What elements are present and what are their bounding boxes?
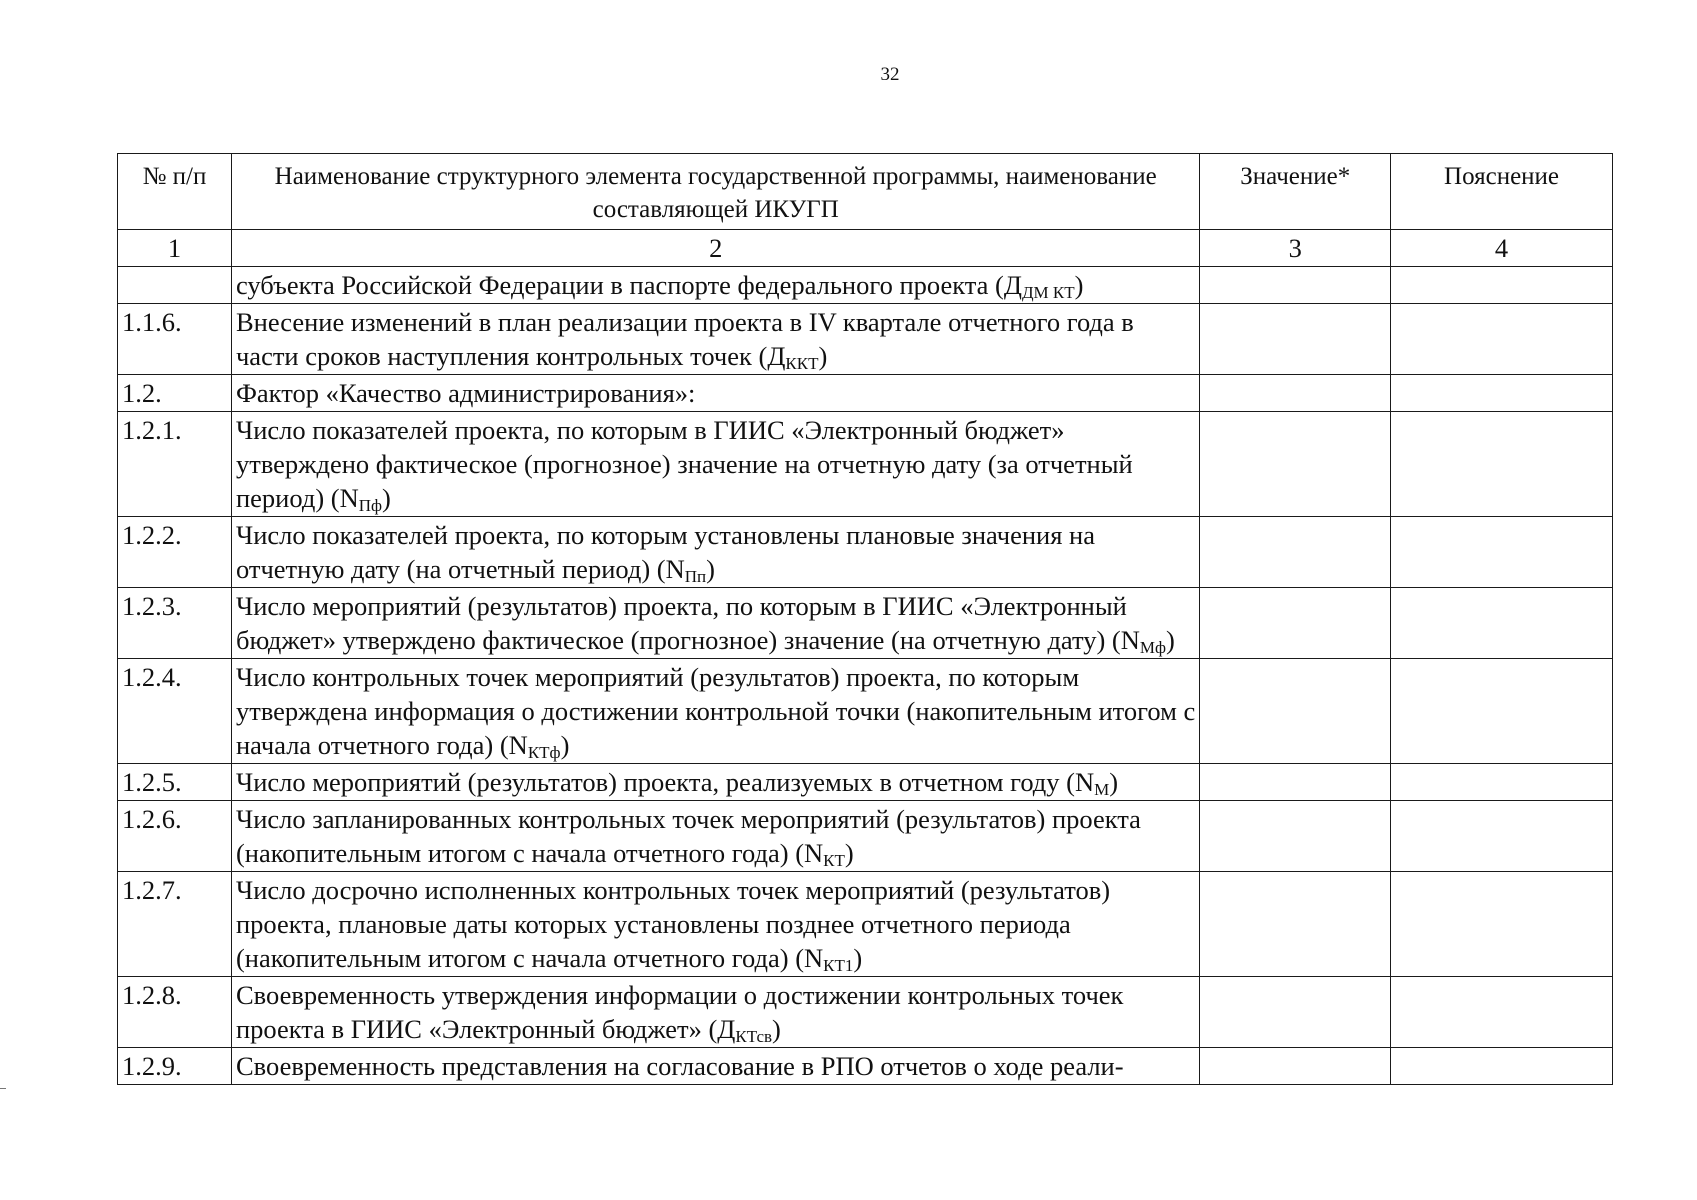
row-value <box>1200 588 1391 659</box>
row-text-tail: ) <box>1166 625 1175 655</box>
row-name <box>231 659 1199 764</box>
row-number: 1.2.6. <box>118 801 232 872</box>
row-subscript: КТ1 <box>823 956 854 975</box>
row-value <box>1200 267 1391 304</box>
row-subscript: М <box>1094 780 1110 799</box>
column-index: 3 <box>1200 230 1391 267</box>
row-value <box>1200 412 1391 517</box>
row-value <box>1200 764 1391 801</box>
row-value <box>1200 304 1391 375</box>
row-name <box>231 412 1199 517</box>
row-value <box>1200 977 1391 1048</box>
row-text: Своевременность представления на согласование в РПО отчетов о ходе реали- <box>235 1051 1124 1081</box>
row-text: субъекта Российской Федерации в паспорте федерального проекта (Д <box>235 270 1022 300</box>
row-note <box>1391 977 1613 1048</box>
column-index: 1 <box>118 230 232 267</box>
table-row <box>118 659 1613 764</box>
scan-edge-mark <box>0 1088 6 1089</box>
row-value <box>1200 517 1391 588</box>
column-index: 4 <box>1391 230 1613 267</box>
table-row <box>118 801 1613 872</box>
row-value <box>1200 801 1391 872</box>
row-name <box>231 517 1199 588</box>
row-name <box>231 588 1199 659</box>
header-value: Значение* <box>1200 154 1391 230</box>
row-name <box>231 977 1199 1048</box>
row-name <box>231 267 1199 304</box>
row-note <box>1391 764 1613 801</box>
table-row <box>118 412 1613 517</box>
row-text: Число показателей проекта, по которым в ГИИС «Электронный бюджет» утверждено фактическое (прогнозное) значение на отчетную дату (за отчетный период) (N <box>235 415 1133 513</box>
row-number: 1.2.5. <box>118 764 232 801</box>
row-subscript: ККТ <box>785 354 819 373</box>
table-row <box>118 1048 1613 1085</box>
row-text-tail: ) <box>560 730 570 760</box>
row-text: Своевременность утверждения информации о достижении контрольных точек проекта в ГИИС «Электронный бюджет» (Д <box>235 980 1124 1044</box>
column-index: 2 <box>231 230 1199 267</box>
row-number: 1.2.8. <box>118 977 232 1048</box>
row-subscript: КТсв <box>735 1027 773 1046</box>
row-subscript: КТ <box>823 851 845 870</box>
row-note <box>1391 659 1613 764</box>
row-number: 1.1.6. <box>118 304 232 375</box>
row-value <box>1200 1048 1391 1085</box>
row-text: Число контрольных точек мероприятий (результатов) проекта, по которым утверждена информация о достижении контрольной точки (накопительным итогом с начала отчетного года) (N <box>235 662 1196 760</box>
table-row <box>118 588 1613 659</box>
row-number: 1.2. <box>118 375 232 412</box>
row-text-tail: ) <box>772 1014 781 1044</box>
table-header-row <box>118 154 1613 230</box>
row-value <box>1200 872 1391 977</box>
row-note <box>1391 375 1613 412</box>
row-text-tail: ) <box>706 554 715 584</box>
row-text: Число мероприятий (результатов) проекта, по которым в ГИИС «Электронный бюджет» утверждено фактическое (прогнозное) значение (на отчетную дату) (N <box>235 591 1140 655</box>
row-number: 1.2.7. <box>118 872 232 977</box>
indicator-table <box>117 153 1613 1085</box>
row-subscript: Мф <box>1139 638 1167 657</box>
row-note <box>1391 412 1613 517</box>
row-name <box>231 764 1199 801</box>
header-number: № п/п <box>118 154 232 230</box>
row-number: 1.2.2. <box>118 517 232 588</box>
table-row <box>118 375 1613 412</box>
row-text: Число показателей проекта, по которым установлены плановые значения на отчетную дату (на отчетный период) (N <box>235 520 1095 584</box>
row-name <box>231 1048 1199 1085</box>
table-row <box>118 977 1613 1048</box>
row-name <box>231 304 1199 375</box>
row-number: 1.2.1. <box>118 412 232 517</box>
header-note: Пояснение <box>1391 154 1613 230</box>
row-subscript: Пп <box>684 567 707 586</box>
row-text-tail: ) <box>844 838 854 868</box>
row-note <box>1391 588 1613 659</box>
row-text-tail: ) <box>818 341 828 371</box>
row-subscript: КТф <box>527 743 561 762</box>
row-note <box>1391 267 1613 304</box>
row-value <box>1200 375 1391 412</box>
row-text-tail: ) <box>1074 270 1084 300</box>
row-name <box>231 375 1199 412</box>
row-name <box>231 801 1199 872</box>
header-name: Наименование структурного элемента государственной программы, наименование составляющей ИКУГП <box>231 154 1199 230</box>
row-text: Число запланированных контрольных точек мероприятий (результатов) проекта (накопительным итогом с начала отчетного года) (N <box>235 804 1141 868</box>
page-number: 32 <box>880 64 900 85</box>
table-row <box>118 517 1613 588</box>
row-text: Внесение изменений в план реализации проекта в IV квартале отчетного года в части сроков наступления контрольных точек (Д <box>235 307 1134 371</box>
table-body <box>118 267 1613 1085</box>
row-text-tail: ) <box>853 943 863 973</box>
row-number <box>118 267 232 304</box>
row-text-tail: ) <box>382 483 391 513</box>
table-row <box>118 304 1613 375</box>
row-text: Число мероприятий (результатов) проекта, реализуемых в отчетном году (N <box>235 767 1095 797</box>
row-name <box>231 872 1199 977</box>
row-note <box>1391 1048 1613 1085</box>
table-row <box>118 764 1613 801</box>
row-subscript: ДМ КТ <box>1021 283 1075 302</box>
row-number: 1.2.9. <box>118 1048 232 1085</box>
row-number: 1.2.3. <box>118 588 232 659</box>
row-text: Число досрочно исполненных контрольных точек мероприятий (результатов) проекта, плановые даты которых установлены позднее отчетного периода (накопительным итогом с начала отчетного года) (N <box>235 875 1111 973</box>
table-row <box>118 872 1613 977</box>
row-note <box>1391 801 1613 872</box>
row-number: 1.2.4. <box>118 659 232 764</box>
row-text-tail: ) <box>1109 767 1119 797</box>
row-note <box>1391 872 1613 977</box>
row-text: Фактор «Качество администрирования»: <box>235 378 696 408</box>
table-row <box>118 267 1613 304</box>
row-subscript: Пф <box>358 496 383 515</box>
row-note <box>1391 517 1613 588</box>
column-index-row <box>118 230 1613 267</box>
row-value <box>1200 659 1391 764</box>
row-note <box>1391 304 1613 375</box>
